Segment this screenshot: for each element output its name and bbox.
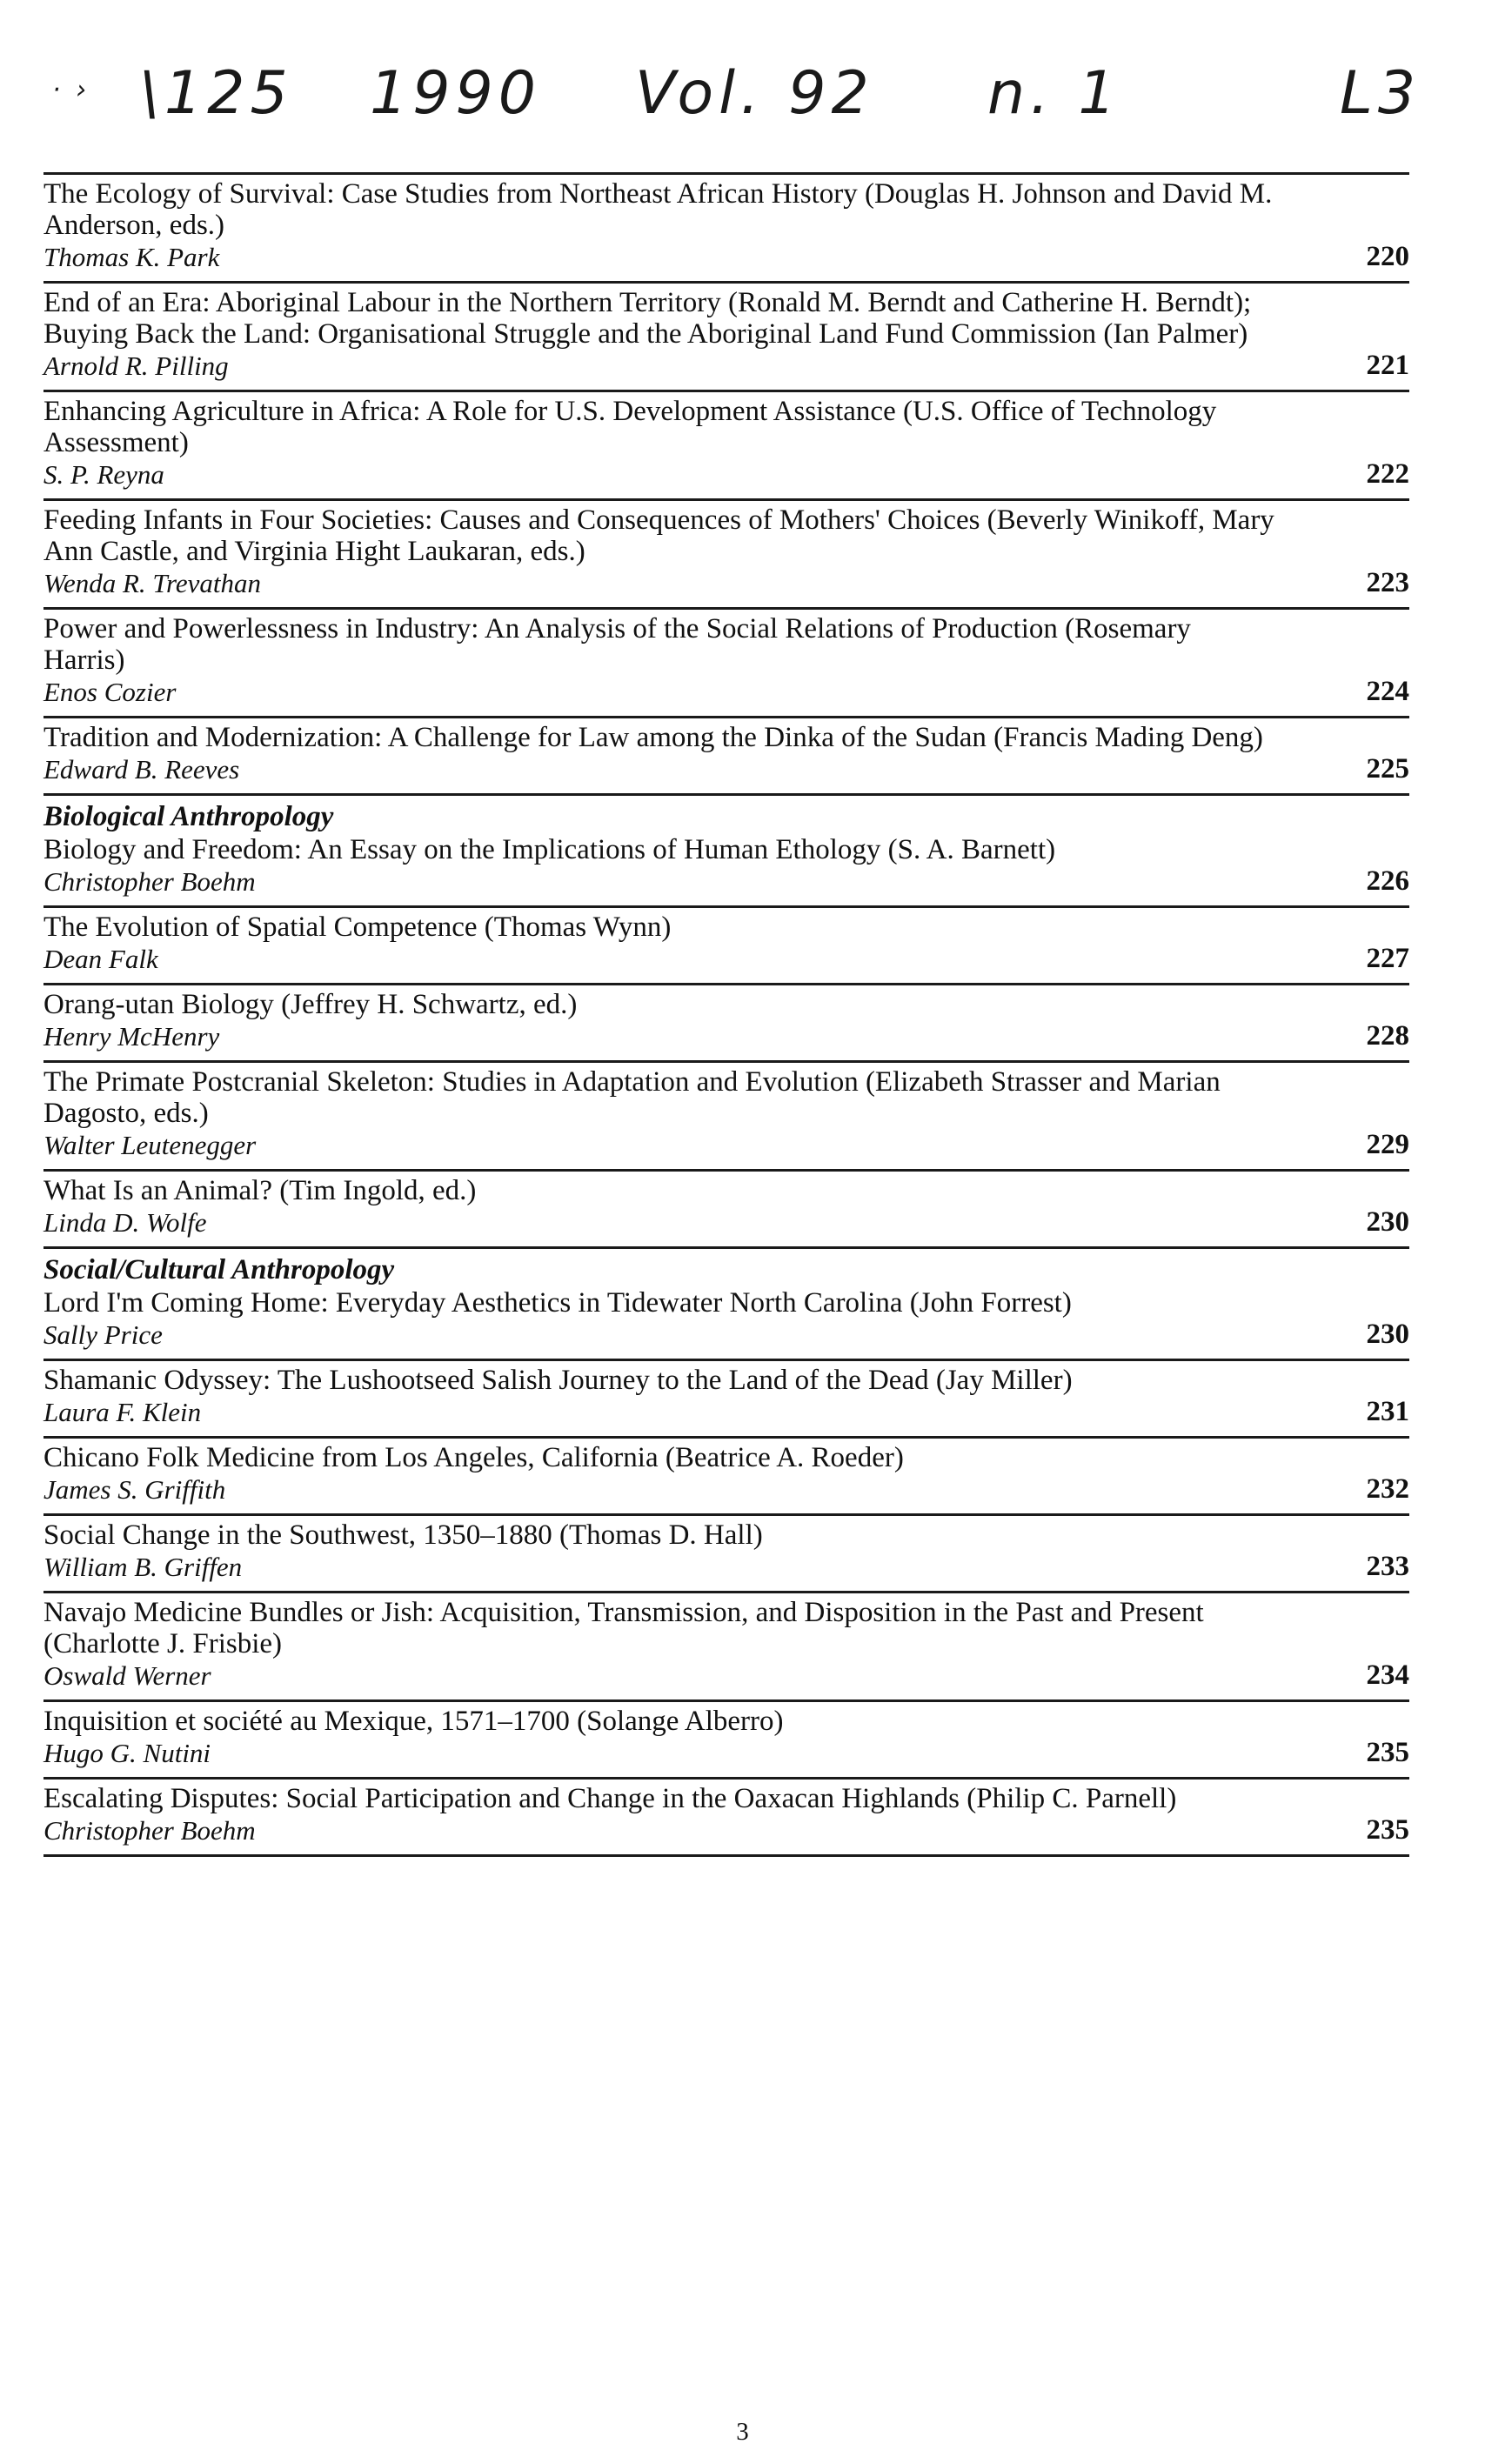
page-reference: 224: [1366, 676, 1409, 707]
page-reference: 221: [1366, 350, 1409, 381]
book-title: End of an Era: Aboriginal Labour in the Northern Territory (Ronald M. Berndt and Catherine H. Berndt); Buying Back the Land: Organisational Struggle and the Aboriginal Land Fund Commission (Ian Palmer): [43, 287, 1252, 350]
handwritten-annotation: [52, 43, 1444, 139]
review-entry: [43, 908, 1409, 985]
page-reference: 223: [1366, 567, 1409, 598]
review-entry: [43, 1249, 1409, 1361]
reviewer-name: William B. Griffen: [43, 1552, 243, 1582]
page-reference: 227: [1366, 943, 1409, 974]
review-entry: [43, 1593, 1409, 1702]
page-reference: 233: [1366, 1551, 1409, 1582]
page-reference: 226: [1366, 865, 1409, 897]
review-entry: [43, 610, 1409, 718]
book-title: Biology and Freedom: An Essay on the Implications of Human Ethology (S. A. Barnett): [43, 834, 1056, 865]
page-reference: 222: [1366, 458, 1409, 490]
page-reference: 231: [1366, 1396, 1409, 1427]
book-title: Chicano Folk Medicine from Los Angeles, California (Beatrice A. Roeder): [43, 1442, 904, 1473]
page-reference: 232: [1366, 1473, 1409, 1505]
book-title: Escalating Disputes: Social Participation and Change in the Oaxacan Highlands (Philip C. Parnell): [43, 1783, 1177, 1814]
review-entry: [43, 985, 1409, 1063]
book-title: Lord I'm Coming Home: Everyday Aesthetics in Tidewater North Carolina (John Forrest): [43, 1287, 1072, 1319]
review-entry: [43, 1063, 1409, 1172]
review-entry: [43, 718, 1409, 796]
reviewer-name: Arnold R. Pilling: [43, 351, 229, 381]
page-reference: 228: [1366, 1020, 1409, 1052]
review-entry: [43, 1780, 1409, 1857]
handwritten-volume: Vol. 92: [635, 59, 874, 128]
book-title: Orang-utan Biology (Jeffrey H. Schwartz, ed.): [43, 989, 578, 1020]
reviewer-name: Oswald Werner: [43, 1660, 211, 1691]
reviewer-name: Wenda R. Trevathan: [43, 568, 261, 598]
review-entry: [43, 1172, 1409, 1249]
reviewer-name: Enos Cozier: [43, 677, 177, 707]
review-entry: [43, 1702, 1409, 1780]
page-reference: 230: [1366, 1206, 1409, 1238]
reviewer-name: Sally Price: [43, 1319, 163, 1350]
section-heading: Biological Anthropology: [43, 801, 334, 832]
review-entry: [43, 284, 1409, 392]
review-entry: [43, 796, 1409, 908]
book-title: The Ecology of Survival: Case Studies from Northeast African History (Douglas H. Johnson and David M. Anderson, eds.): [43, 178, 1273, 241]
reviewer-name: Linda D. Wolfe: [43, 1207, 207, 1238]
reviewer-name: Dean Falk: [43, 944, 158, 974]
book-title: What Is an Animal? (Tim Ingold, ed.): [43, 1175, 477, 1206]
handwritten-issue: n. 1: [987, 59, 1121, 128]
reviewer-name: Christopher Boehm: [43, 1815, 256, 1846]
handwritten-shelf-code: L3: [1340, 59, 1421, 128]
review-entry: [43, 1361, 1409, 1439]
reviewer-name: Walter Leutenegger: [43, 1130, 257, 1160]
reviewer-name: James S. Griffith: [43, 1474, 226, 1505]
reviewer-name: S. P. Reyna: [43, 459, 164, 490]
handwritten-catalog-number: \125: [139, 59, 293, 128]
review-entry: [43, 1516, 1409, 1593]
handwritten-year: 1990: [370, 59, 542, 128]
page-number: 3: [736, 2418, 749, 2446]
book-title: Tradition and Modernization: A Challenge for Law among the Dinka of the Sudan (Francis Mading Deng): [43, 722, 1263, 753]
book-title: Social Change in the Southwest, 1350–1880 (Thomas D. Hall): [43, 1519, 763, 1551]
book-title: Feeding Infants in Four Societies: Causes and Consequences of Mothers' Choices (Beverly Winikoff, Mary Ann Castle, and Virginia Hight Laukaran, eds.): [43, 504, 1274, 567]
handwritten-tick-marks: · ›: [52, 75, 90, 105]
review-entry: [43, 175, 1409, 284]
book-title: Power and Powerlessness in Industry: An Analysis of the Social Relations of Production (Rosemary Harris): [43, 613, 1191, 676]
reviewer-name: Edward B. Reeves: [43, 754, 240, 785]
review-entry: [43, 1439, 1409, 1516]
page-reference: 235: [1366, 1737, 1409, 1768]
reviewer-name: Thomas K. Park: [43, 242, 220, 272]
reviewer-name: Christopher Boehm: [43, 866, 256, 897]
book-title: Inquisition et société au Mexique, 1571–1700 (Solange Alberro): [43, 1706, 784, 1737]
page-reference: 229: [1366, 1129, 1409, 1160]
book-title: The Primate Postcranial Skeleton: Studies in Adaptation and Evolution (Elizabeth Strasser and Marian Dagosto, eds.): [43, 1066, 1221, 1129]
page-reference: 235: [1366, 1814, 1409, 1846]
page-reference: 220: [1366, 241, 1409, 272]
reviewer-name: Henry McHenry: [43, 1021, 220, 1052]
section-heading: Social/Cultural Anthropology: [43, 1254, 395, 1285]
page-reference: 225: [1366, 753, 1409, 785]
book-title: The Evolution of Spatial Competence (Thomas Wynn): [43, 911, 672, 943]
page-reference: 230: [1366, 1319, 1409, 1350]
book-title: Shamanic Odyssey: The Lushootseed Salish Journey to the Land of the Dead (Jay Miller): [43, 1365, 1073, 1396]
review-entry: [43, 392, 1409, 501]
reviewer-name: Hugo G. Nutini: [43, 1738, 211, 1768]
review-entry: [43, 501, 1409, 610]
book-review-list: [43, 172, 1409, 1857]
book-title: Navajo Medicine Bundles or Jish: Acquisition, Transmission, and Disposition in the Past and Present (Charlotte J. Frisbie): [43, 1597, 1204, 1659]
reviewer-name: Laura F. Klein: [43, 1397, 202, 1427]
page-reference: 234: [1366, 1659, 1409, 1691]
book-title: Enhancing Agriculture in Africa: A Role for U.S. Development Assistance (U.S. Office of Technology Assessment): [43, 396, 1217, 458]
